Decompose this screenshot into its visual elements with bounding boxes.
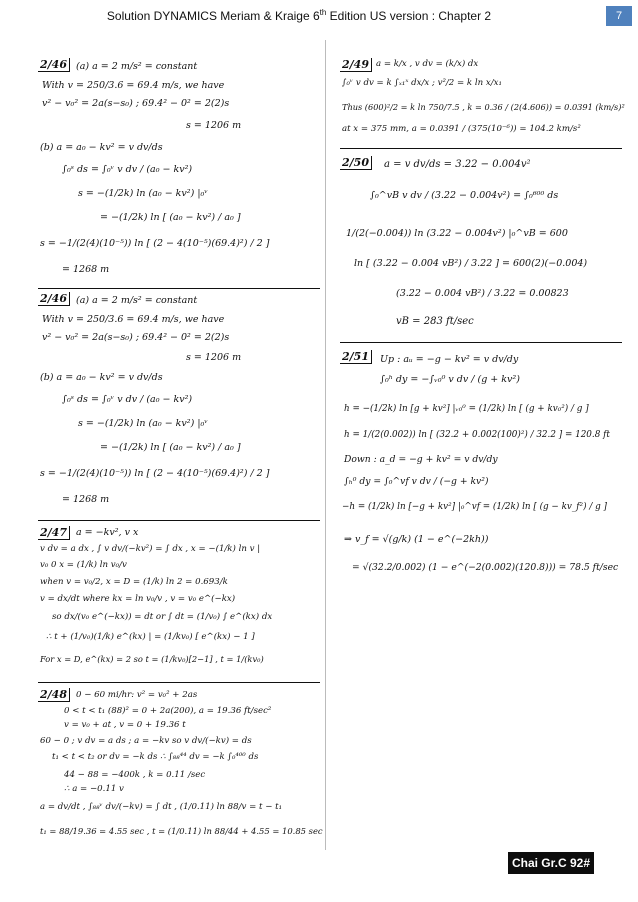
solution-line: (a) a = 2 m/s² = constant xyxy=(76,61,198,72)
problem-2-47 xyxy=(38,526,322,676)
solution-line: (3.22 − 0.004 vB²) / 3.22 = 0.00823 xyxy=(396,288,569,299)
solution-line: (b) a = a₀ − kv² = v dv/ds xyxy=(40,372,163,383)
solution-line: −h = (1/2k) ln [−g + kv²] |₀^vf = (1/2k) ln [ (g − kv_f²) / g ] xyxy=(342,502,607,512)
solution-line: s = 1206 m xyxy=(186,352,242,363)
solution-line: v dv = a dx , ∫ v dv/(−kv²) = ∫ dx , x = −(1/k) ln v | xyxy=(40,544,261,554)
solution-line: so dx/(v₀ e^(−kx)) = dt or ∫ dt = (1/v₀) ∫ e^(kx) dx xyxy=(52,612,273,622)
solution-line: 44 − 88 = −400k , k = 0.11 /sec xyxy=(64,770,206,780)
solution-line: t₁ = 88/19.36 = 4.55 sec , t = (1/0.11) ln 88/44 + 4.55 = 10.85 sec xyxy=(40,826,323,836)
solution-line: at x = 375 mm, a = 0.0391 / (375(10⁻⁶)) = 104.2 km/s² xyxy=(342,124,581,134)
solution-line: ∫₀ʰ dy = −∫ᵥ₀⁰ v dv / (g + kv²) xyxy=(380,374,520,385)
solution-line: h = −(1/2k) ln [g + kv²] |ᵥ₀⁰ = (1/2k) ln [ (g + kv₀²) / g ] xyxy=(344,404,589,414)
problem-number: 2/51 xyxy=(340,350,372,364)
header-title-superscript: th xyxy=(319,8,327,17)
separator-rule xyxy=(38,520,320,521)
problem-2-50 xyxy=(340,156,624,336)
solution-line: vB = 283 ft/sec xyxy=(396,316,474,327)
page-header xyxy=(0,8,638,28)
solution-line: a = v dv/ds = 3.22 − 0.004v² xyxy=(384,159,531,170)
solution-line: when v = v₀/2, x = D = (1/k) ln 2 = 0.693/k xyxy=(40,577,228,587)
solution-line: ∫₀ˢ ds = ∫₀ᵛ v dv / (a₀ − kv²) xyxy=(62,164,193,175)
column-divider xyxy=(325,40,326,850)
header-title-rest: Edition US version : Chapter 2 xyxy=(326,9,492,23)
solution-line: ∫₀^vB v dv / (3.22 − 0.004v²) = ∫₀⁶⁰⁰ ds xyxy=(370,190,559,201)
solution-line: ∴ t + (1/v₀)(1/k) e^(kx) | = (1/kv₀) [ e^(kx) − 1 ] xyxy=(46,632,255,642)
solution-line: Up : aᵤ = −g − kv² = v dv/dy xyxy=(380,354,519,365)
solution-line: = √(32.2/0.002) (1 − e^(−2(0.002)(120.8))) = 78.5 ft/sec xyxy=(352,562,619,573)
solution-line: ∫₀ˢ ds = ∫₀ᵛ v dv / (a₀ − kv²) xyxy=(62,394,193,405)
footer-badge: Chai Gr.C 92# xyxy=(508,852,594,874)
solution-line: 1/(2(−0.004)) ln (3.22 − 0.004v²) |₀^vB = 600 xyxy=(346,228,568,239)
solution-line: 60 − 0 ; v dv = a ds ; a = −kv so v dv/(−kv) = ds xyxy=(40,736,252,746)
header-title xyxy=(0,8,598,23)
solution-line: With v = 250/3.6 = 69.4 m/s, we have xyxy=(42,314,225,325)
solution-line: s = −(1/2k) ln (a₀ − kv²) |₀ᵛ xyxy=(78,418,208,429)
problem-2-46-b xyxy=(38,292,320,518)
separator-rule xyxy=(340,148,622,149)
problem-number: 2/48 xyxy=(38,688,70,702)
problem-number: 2/46 xyxy=(38,292,70,306)
solution-line: s = 1206 m xyxy=(186,120,242,131)
solution-line: s = −1/(2(4)(10⁻⁵)) ln [ (2 − 4(10⁻⁵)(69.4)²) / 2 ] xyxy=(40,238,270,249)
solution-line: h = 1/(2(0.002)) ln [ (32.2 + 0.002(100)²) / 32.2 ] = 120.8 ft xyxy=(344,430,610,440)
solution-line: a = dv/dt , ∫₈₈ᵛ dv/(−kv) = ∫ dt , (1/0.11) ln 88/v = t − t₁ xyxy=(40,802,283,812)
solution-line: = 1268 m xyxy=(62,494,110,505)
problem-number: 2/50 xyxy=(340,156,372,170)
problem-2-49 xyxy=(340,58,624,144)
solution-line: = −(1/2k) ln [ (a₀ − kv²) / a₀ ] xyxy=(100,212,241,223)
solution-line: = 1268 m xyxy=(62,264,110,275)
header-title-main: Solution DYNAMICS Meriam & Kraige 6 xyxy=(106,9,320,23)
problem-number: 2/46 xyxy=(38,58,70,72)
solution-line: ∫ₕ⁰ dy = ∫₀^vf v dv / (−g + kv²) xyxy=(344,476,489,487)
solution-line: v² − v₀² = 2a(s−s₀) ; 69.4² − 0² = 2(2)s xyxy=(42,98,230,109)
problem-number: 2/47 xyxy=(38,526,70,540)
solution-line: t₁ < t < t₂ or dv = −k ds ∴ ∫₈₈⁴⁴ dv = −k ∫₀⁴⁰⁰ ds xyxy=(52,752,259,762)
solution-line: Down : a_d = −g + kv² = v dv/dy xyxy=(344,454,498,465)
solution-line: ⇒ v_f = √(g/k) (1 − e^(−2kh)) xyxy=(344,534,489,545)
solution-line: ln [ (3.22 − 0.004 vB²) / 3.22 ] = 600(2)(−0.004) xyxy=(354,258,588,269)
solution-line: v² − v₀² = 2a(s−s₀) ; 69.4² − 0² = 2(2)s xyxy=(42,332,230,343)
problem-number: 2/49 xyxy=(340,58,372,72)
solution-line: ∴ a = −0.11 v xyxy=(64,784,124,794)
solution-line: s = −1/(2(4)(10⁻⁵)) ln [ (2 − 4(10⁻⁵)(69.4)²) / 2 ] xyxy=(40,468,270,479)
problem-2-46-a xyxy=(38,58,320,286)
solution-line: v₀ 0 x = (1/k) ln v₀/v xyxy=(40,560,127,570)
solution-line: (a) a = 2 m/s² = constant xyxy=(76,295,198,306)
solution-line: 0 < t < t₁ (88)² = 0 + 2a(200), a = 19.36 ft/sec² xyxy=(64,706,272,716)
solution-line: = −(1/2k) ln [ (a₀ − kv²) / a₀ ] xyxy=(100,442,241,453)
separator-rule xyxy=(38,682,320,683)
separator-rule xyxy=(340,342,622,343)
solution-line: For x = D, e^(kx) = 2 so t = (1/kv₀)[2−1] , t = 1/(kv₀) xyxy=(40,654,264,664)
solution-line: v = dx/dt where kx = ln v₀/v , v = v₀ e^(−kx) xyxy=(40,594,236,604)
solution-line: ∫₀ᵛ v dv = k ∫ₓ₁ˣ dx/x ; v²/2 = k ln x/x₁ xyxy=(342,78,502,88)
solution-line: (b) a = a₀ − kv² = v dv/ds xyxy=(40,142,163,153)
solution-line: s = −(1/2k) ln (a₀ − kv²) |₀ᵛ xyxy=(78,188,208,199)
solution-line: a = −kv², v x xyxy=(76,527,139,538)
solution-line: With v = 250/3.6 = 69.4 m/s, we have xyxy=(42,80,225,91)
solution-line: v = v₀ + at , v = 0 + 19.36 t xyxy=(64,720,186,730)
page-number: 7 xyxy=(606,6,632,26)
problem-2-48 xyxy=(38,688,322,848)
problem-2-51 xyxy=(340,350,626,590)
solution-line: 0 − 60 mi/hr: v² = v₀² + 2as xyxy=(76,690,198,700)
solution-line: Thus (600)²/2 = k ln 750/7.5 , k = 0.36 / (2(4.606)) = 0.0391 (km/s)² xyxy=(342,102,625,112)
separator-rule xyxy=(38,288,320,289)
solution-line: a = k/x , v dv = (k/x) dx xyxy=(376,59,479,69)
